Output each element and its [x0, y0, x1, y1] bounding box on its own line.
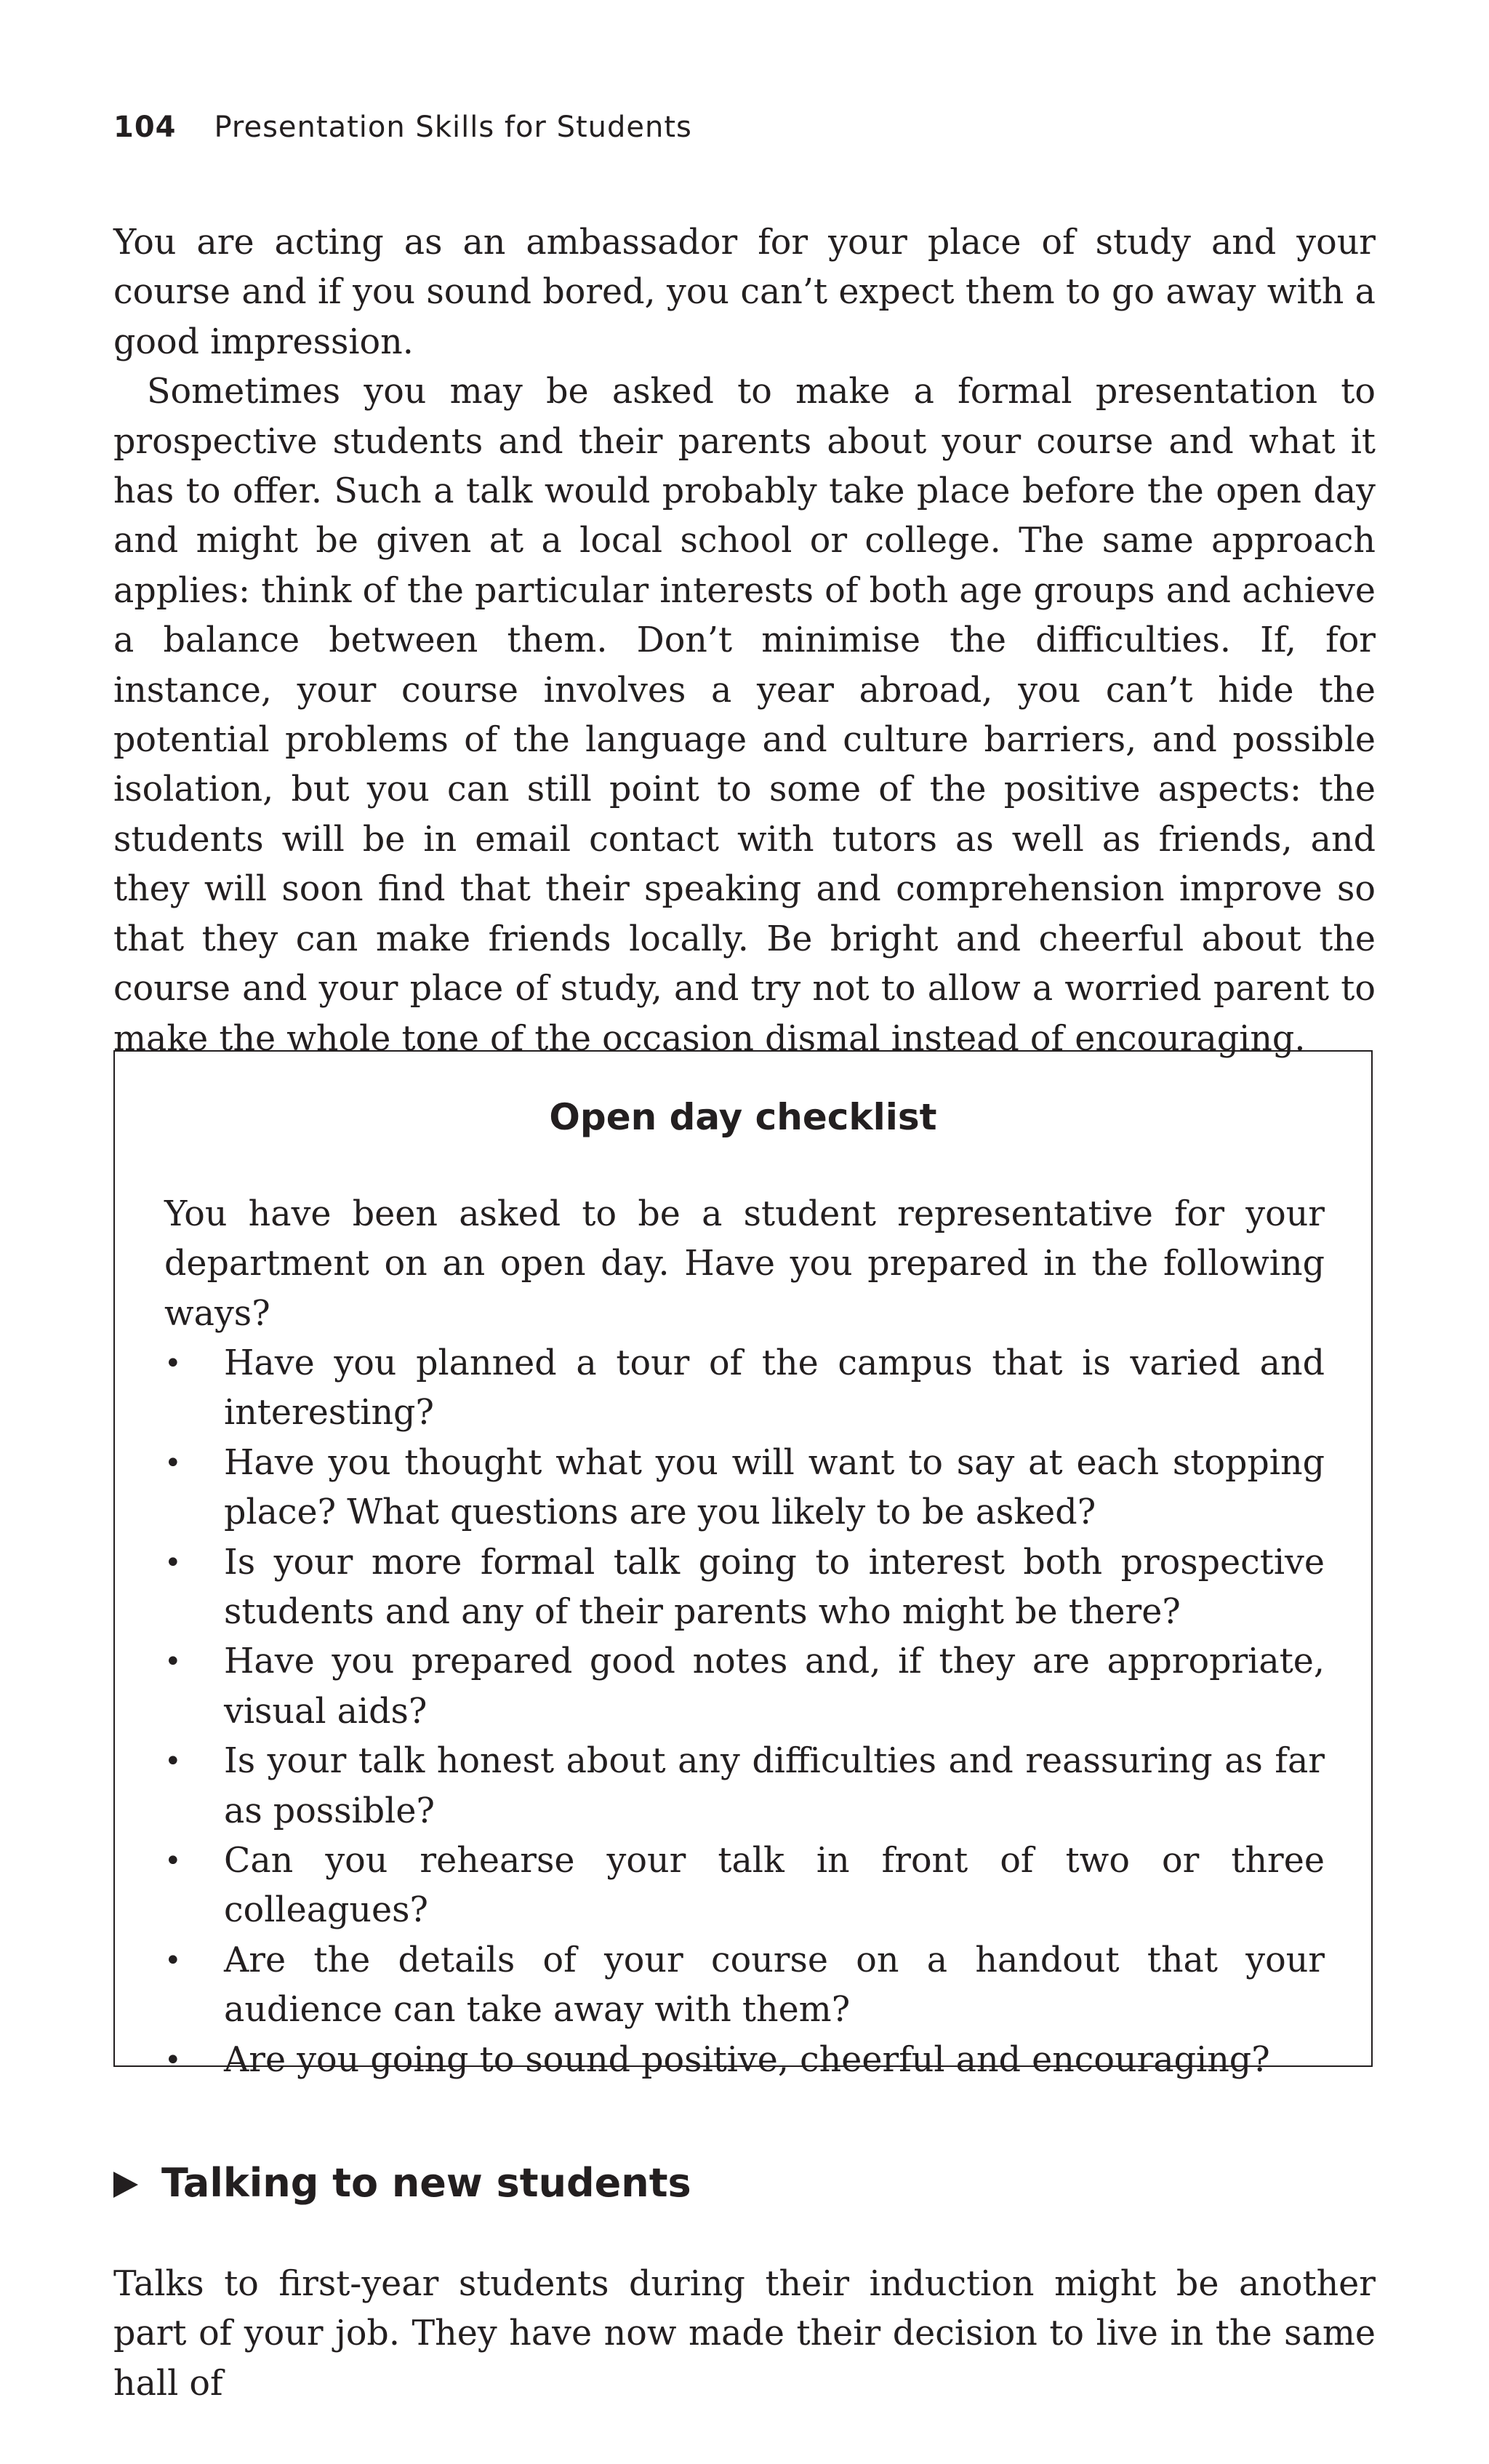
- checklist-item-text: Have you thought what you will want to say at each stopping place? What questions are you likely to be asked?: [224, 1442, 1325, 1533]
- checklist-item-text: Is your more formal talk going to interest both prospective students and any of their parents who might be there?: [224, 1542, 1325, 1633]
- checklist-item: [164, 1637, 1325, 1737]
- intro-section: [113, 218, 1376, 1064]
- new-students-section: [113, 2260, 1376, 2409]
- checklist-item: [164, 1439, 1325, 1538]
- checklist-item: [164, 1936, 1325, 2036]
- checklist-item-text: Are the details of your course on a handout that your audience can take away with them?: [224, 1940, 1325, 2031]
- bullet-icon: •: [164, 1844, 182, 1879]
- triangle-arrow-icon: [113, 2172, 138, 2198]
- checklist-item: [164, 1737, 1325, 1836]
- running-head: [113, 111, 692, 144]
- checklist-item-text: Are you going to sound positive, cheerful and encouraging?: [224, 2039, 1270, 2080]
- bullet-icon: •: [164, 1745, 182, 1779]
- bullet-icon: •: [164, 1347, 182, 1380]
- page-number: 104: [113, 111, 177, 144]
- checklist-item-text: Have you prepared good notes and, if they are appropriate, visual aids?: [224, 1641, 1325, 1732]
- checklist-item-text: Is your talk honest about any difficulties and reassuring as far as possible?: [224, 1741, 1325, 1831]
- bullet-icon: •: [164, 1645, 182, 1679]
- paragraph-new-students: Talks to first-year students during their induction might be another part of your job. They have now made their decision to live in the same hall of: [113, 2264, 1376, 2404]
- checklist-title: Open day checklist: [549, 1096, 937, 1138]
- section-heading-text: Talking to new students: [161, 2160, 691, 2206]
- checklist-item: [164, 1836, 1325, 1936]
- checklist-item: [164, 2036, 1325, 2085]
- section-heading: [113, 2160, 691, 2207]
- bullet-icon: •: [164, 2043, 182, 2077]
- checklist-item-text: Have you planned a tour of the campus that is varied and interesting?: [224, 1343, 1325, 1433]
- checklist-item: [164, 1538, 1325, 1638]
- checklist-intro: You have been asked to be a student representative for your department on an open day. Have you prepared in the following ways?: [164, 1194, 1325, 1334]
- bullet-icon: •: [164, 1545, 182, 1580]
- open-day-checklist-box: [113, 1050, 1373, 2080]
- checklist-items: [164, 1339, 1325, 2085]
- book-title: Presentation Skills for Students: [214, 111, 692, 144]
- checklist-item: [164, 1339, 1325, 1439]
- paragraph-ambassador: You are acting as an ambassador for your place of study and your course and if you sound bored, you can’t expect them to go away with a good impression.: [113, 223, 1376, 362]
- bullet-icon: •: [164, 1943, 182, 1977]
- bullet-icon: •: [164, 1446, 182, 1480]
- checklist-item-text: Can you rehearse your talk in front of two or three colleagues?: [224, 1841, 1325, 1931]
- paragraph-formal-presentation: Sometimes you may be asked to make a formal presentation to prospective students and their parents about your course and what it has to offer. Such a talk would probably take place before the open day and might be given at a local school or college. The same approach applies: think of the particular interests of both age groups and achieve a balance between them. Don’t minimise the difficulties. If, for instance, your course involves a year abroad, you can’t hide the potential problems of the language and culture barriers, and possible isolation, but you can still point to some of the positive aspects: the students will be in email contact with tutors as well as friends, and they will soon find that their speaking and comprehension improve so that they can make friends locally. Be bright and cheerful about the course and your place of study, and try not to allow a worried parent to make the whole tone of the occasion dismal instead of encouraging.: [113, 372, 1376, 1059]
